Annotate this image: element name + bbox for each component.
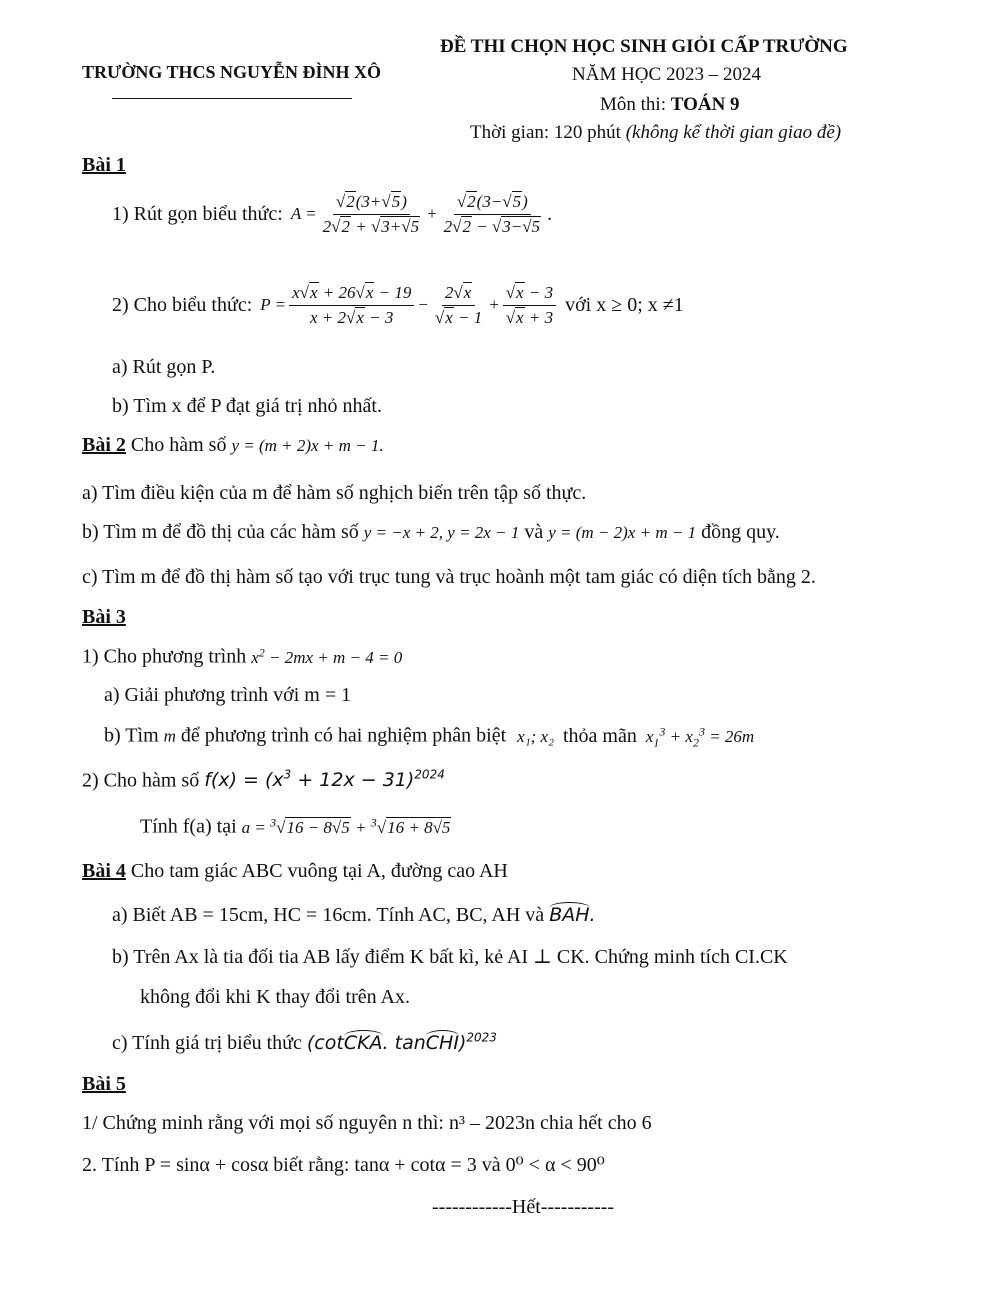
bai2-b-func3: y = (m − 2)x + m − 1 <box>548 523 697 542</box>
bai2-b <box>82 521 780 544</box>
bai3-q1b-pre: b) Tìm <box>104 724 159 747</box>
bai1-p-frac1: $\frac{x√x + 26√x - 19}{x + 2√x - 3}$ <box>289 283 414 327</box>
bai3-q1 <box>82 645 402 669</box>
bai4-c-expr: (cotCKA. tanCHI)$^{2023}$ <box>306 1030 497 1054</box>
school-year: NĂM HỌC 2023 – 2024 <box>572 64 761 85</box>
bai4-a-text: a) Biết AB = 15cm, HC = 16cm. Tính AC, BC, AH và <box>112 904 545 926</box>
bai3-q2-func: $f(x) = (x^3 + 12x - 31)^{2024}$ <box>204 768 445 792</box>
bai1-q1-text: 1) Rút gọn biểu thức: <box>112 202 283 225</box>
bai4-c-text: c) Tính giá trị biểu thức <box>112 1032 302 1054</box>
bai5-q2: 2. Tính P = sinα + cosα biết rằng: tanα + cotα = 3 và 0⁰ < α < 90⁰ <box>82 1154 605 1176</box>
bai1-q2-cond: với x ≥ 0; x ≠1 <box>565 293 684 316</box>
bai4-b1: b) Trên Ax là tia đối tia AB lấy điểm K bất kì, kẻ AI ⊥ CK. Chứng minh tích CI.CK <box>112 946 788 968</box>
school-name: TRƯỜNG THCS NGUYỄN ĐÌNH XÔ <box>82 62 382 82</box>
bai1-p-frac2: $\frac{2√x}{√x - 1}$ <box>434 283 483 327</box>
subject-label: Môn thi: <box>600 94 666 115</box>
bai1-b: b) Tìm x để P đạt giá trị nhỏ nhất. <box>112 395 382 417</box>
bai3-q1b-roots: x₁; x₂ <box>517 726 554 746</box>
bai1-q2-text: 2) Cho biểu thức: <box>112 293 253 316</box>
subject-line <box>600 94 740 116</box>
bai2-b-post: đồng quy. <box>701 521 780 543</box>
footer-end: ------------Hết----------- <box>432 1196 615 1218</box>
bai3-q1b-mid: để phương trình có hai nghiệm phân biệt <box>180 724 507 747</box>
bai3-a-expr: a = $^3$√16 − 8√5 + $^3$√16 + 8√5 <box>241 815 451 837</box>
bai3-q2-calc-text: Tính f(a) tại <box>140 815 237 838</box>
bai2-line <box>82 434 384 457</box>
time-line <box>470 122 841 144</box>
bai2-func: y = (m + 2)x + m − 1. <box>231 436 384 455</box>
bai2-title: Bài 2 <box>82 434 126 456</box>
bai1-title: Bài 1 <box>82 154 126 176</box>
exam-title: ĐỀ THI CHỌN HỌC SINH GIỎI CẤP TRƯỜNG <box>440 36 848 57</box>
bai3-equation: $x^2 - 2mx + m - 4 = 0$ <box>251 645 403 667</box>
bai3-q2-text: 2) Cho hàm số <box>82 769 200 792</box>
bai1-frac2: $\frac{√2(3-√5)}{2√2 - √3-√5}$ <box>443 192 541 236</box>
bai5-q1: 1/ Chứng minh rằng với mọi số nguyên n thì: n³ – 2023n chia hết cho 6 <box>82 1112 652 1134</box>
bai2-intro: Cho hàm số <box>130 434 227 456</box>
bai5-title: Bài 5 <box>82 1073 126 1095</box>
bai1-q1: 1) Rút gọn biểu thức: A = $\frac{√2(3+√5)}{2√2 + √3+√5}$ + $\frac{√2(3-√5)}{2√2 - √3-√5}$ . <box>112 192 553 236</box>
bai3-q1b-condition: $x_1^3 + x_2^3 = 26m$ <box>645 724 755 750</box>
bai3-title: Bài 3 <box>82 606 126 628</box>
bai2-c: c) Tìm m để đồ thị hàm số tạo với trục tung và trục hoành một tam giác có diện tích bằng 2. <box>82 566 816 588</box>
bai1-frac1: $\frac{√2(3+√5)}{2√2 + √3+√5}$ <box>322 192 420 236</box>
time-label: Thời gian: 120 phút <box>470 122 621 143</box>
bai4-a <box>112 902 596 927</box>
bai3-q1a: a) Giải phương trình với m = 1 <box>104 684 352 706</box>
bai3-q1b <box>104 724 754 750</box>
school-underline <box>112 98 352 99</box>
bai4-c <box>112 1030 497 1055</box>
bai1-a: a) Rút gọn P. <box>112 356 216 378</box>
bai2-b-and: và <box>524 521 544 543</box>
bai1-expr-a: A = <box>290 204 317 224</box>
bai2-b-pre: b) Tìm m để đồ thị của các hàm số <box>82 521 359 543</box>
bai3-q2 <box>82 768 445 792</box>
bai4-intro: Cho tam giác ABC vuông tại A, đường cao AH <box>130 860 508 882</box>
bai1-q2: 2) Cho biểu thức: P = $\frac{x√x + 26√x - 19}{x + 2√x - 3}$ − $\frac{2√x}{√x - 1}$ + $\frac{√x - 3}{√x + 3}$ với x ≥ 0; x ≠1 <box>112 283 684 327</box>
bai3-q1-text: 1) Cho phương trình <box>82 645 247 668</box>
bai3-q2-calc <box>140 815 451 839</box>
bai3-q1b-m: m <box>163 726 176 746</box>
bai4-angle-bah: BAH. <box>549 904 596 926</box>
bai4-b2: không đổi khi K thay đổi trên Ax. <box>140 986 410 1008</box>
bai2-b-funcs: y = −x + 2, y = 2x − 1 <box>363 523 520 542</box>
bai4-line <box>82 860 508 883</box>
bai2-a: a) Tìm điều kiện của m để hàm số nghịch biến trên tập số thực. <box>82 482 587 504</box>
subject: TOÁN 9 <box>670 94 740 115</box>
bai3-q1b-sat: thỏa mãn <box>562 724 637 747</box>
bai4-title: Bài 4 <box>82 860 126 882</box>
bai1-p-frac3: $\frac{√x - 3}{√x + 3}$ <box>503 283 556 327</box>
time-note: (không kể thời gian giao đề) <box>625 122 842 143</box>
